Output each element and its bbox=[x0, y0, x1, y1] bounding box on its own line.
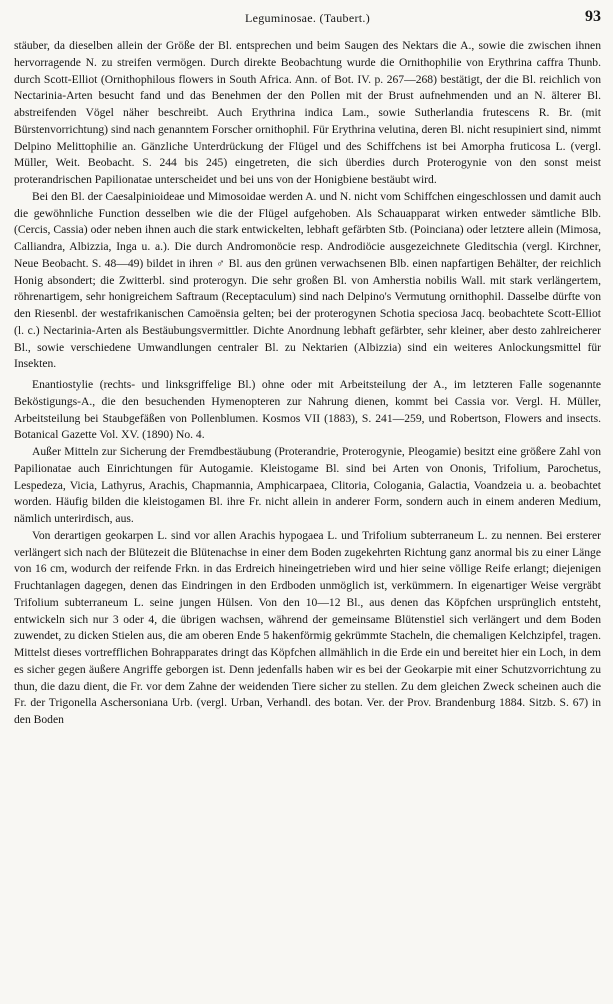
paragraph: Von derartigen geokarpen L. sind vor allen Arachis hypogaea L. und Trifolium subterraneum L. zu nennen. Bei ersterer verlängert sich nach der Blütezeit die Blütenachse in einer dem Boden zugekehrten Richtung ganz anormal bis zu einer Länge von 16 cm, wodurch der reifende Frkn. in das Erdreich hineingetrieben wird und hier seine völlige Reife erlangt; diejenigen Fruchtanlagen dagegen, denen das Eindringen in den Erdboden unmöglich ist, verkümmern. In eigenartiger Weise vergräbt Trifolium subterraneum L. seine jungen Hülsen. Von den 10—12 Bl., aus denen das Köpfchen ursprünglich entsteht, entwickeln sich nur 3 oder 4, die übrigen wachsen, während der gemeinsame Blütenstiel sich verlängert und dem Boden zuwendet, zu dicken Stielen aus, die am oberen Ende 5 hakenförmig gekrümmte Stacheln, die chemaligen Kelchzipfel, tragen. Mittelst dieses vortrefflichen Bohrapparates dringt das Köpfchen allmählich in die Erde ein und bereitet hier ein Loch, in dem es sicher gegen äußere Angriffe geborgen ist. Denn jedenfalls haben wir es bei der Geokarpie mit einer Schutzvorrichtung zu thun, die dazu dient, die Fr. vor dem Zahne der weidenden Tiere sicher zu stellen. Zu dem gleichen Zweck scheinen auch die Fr. der Trigonella Aschersoniana Urb. (vergl. Urban, Verhandl. des botan. Ver. der Prov. Brandenburg 1884. Sitzb. S. 67) in den Boden bbox=[14, 528, 601, 726]
page-number: 93 bbox=[585, 8, 601, 25]
paragraph: Außer Mitteln zur Sicherung der Fremdbestäubung (Proterandrie, Proterogynie, Pleogamie) besitzt eine größere Zahl von Papilionatae auch Einrichtungen für Autogamie. Kleistogame Bl. sind bei Arten von Ononis, Trifolium, Parochetus, Lespedeza, Vicia, Lathyrus, Arachis, Chapmannia, Amphicarpaea, Clitoria, Cologania, Galactia, Voandzeia u. a. beobachtet worden. Häufig bilden die kleistogamen Bl. ihre Fr. nicht allein in anderer Form, sondern auch in einem anderen Medium, nämlich unterirdisch, aus. bbox=[14, 445, 601, 525]
running-head bbox=[14, 8, 601, 38]
paragraph: stäuber, da dieselben allein der Größe der Bl. entsprechen und beim Saugen des Nektars die A., sowie die zwischen ihnen hervorragende N. zu streifen vermögen. Durch direkte Beobachtung wurde die Ornithophilie von Erythrina caffra Thunb. durch Scott-Elliot (Ornithophilous flowers in South Africa. Ann. of Bot. IV. p. 267—268) bestätigt, der die Bl. reichlich von Nectarinia-Arten besucht fand und das Benehmen der den Pollen mit der Brust aufnehmenden und an N. älterer Bl. abstreifenden Vögel näher beschreibt. Auch Erythrina indica Lam., sowie Sutherlandia frutescens R. Br. (mit Bürstenvorrichtung) sind nach genanntem Forscher ornithophil. Für Erythrina velutina, deren Bl. nicht resupiniert sind, nimmt Delpino Melittophilie an. Gänzliche Unterdrückung der Flügel und des Schiffchens ist bei Amorpha fruticosa L. (vergl. Müller, Weit. Beobacht. S. 244 bis 245) eingetreten, die sich überdies durch Proterogynie von den sonst meist proterandrischen Papilionatae unterscheidet und bei uns von der Honigbiene bestäubt wird. bbox=[14, 39, 601, 186]
running-title: Leguminosae. (Taubert.) bbox=[244, 11, 370, 25]
body-text bbox=[14, 38, 601, 729]
paragraph: Bei den Bl. der Caesalpinioideae und Mimosoidae werden A. und N. nicht vom Schiffchen eingeschlossen und damit auch die gewöhnliche Function desselben wie die der Flügel aufgehoben. Als Schauapparat wirken entweder sämtliche Blb. (Cercis, Cassia) oder neben ihnen auch die stark entwickelten, lebhaft gefärbten Stb. (Poinciana) oder letztere allein (Mimosa, Calliandra, Albizzia, Inga u. a.). Die durch Andromonöcie resp. Androdiöcie ausgezeichnete Gleditschia (vergl. Kirchner, Neue Beobacht. S. 48—49) bildet in ihren ♂ Bl. aus den grünen verwachsenen Blb. einen napfartigen Behälter, der reichlich Honig absondert; die Zwitterbl. sind proterogyn. Die sehr großen Bl. von Amherstia nobilis Wall. mit stark verlängertem, röhrenartigem, sehr honigreichem Saftraum (Receptaculum) sind nach Delpino's Vermutung ornithophil. Dasselbe dürfte von den Riesenbl. der westafrikanischen Camoënsia gelten; bei der proterogynen Schotia speciosa Jacq. beobachtete Scott-Elliot (l. c.) Nectarinia-Arten als Bestäubungsvermittler. Dichte Anordnung lebhaft gefärbter, sehr kleiner, aber desto zahlreicherer Bl., sowie verschiedene Umwandlungen centraler Bl. zu Nektarien (Albizzia) sind ein weiteres Anlockungsmittel für Insekten. bbox=[14, 189, 601, 371]
paragraph: Enantiostylie (rechts- und linksgriffelige Bl.) ohne oder mit Arbeitsteilung der A., im letzteren Falle sogenannte Beköstigungs-A., die den besuchenden Hymenopteren zur Nahrung dienen, kommt bei Cassia vor. Vergl. H. Müller, Arbeitsteilung bei Staubgefäßen von Pollenblumen. Kosmos VII (1883), S. 241—259, und Robertson, Flowers and insects. Botanical Gazette Vol. XV. (1890) No. 4. bbox=[14, 378, 601, 442]
